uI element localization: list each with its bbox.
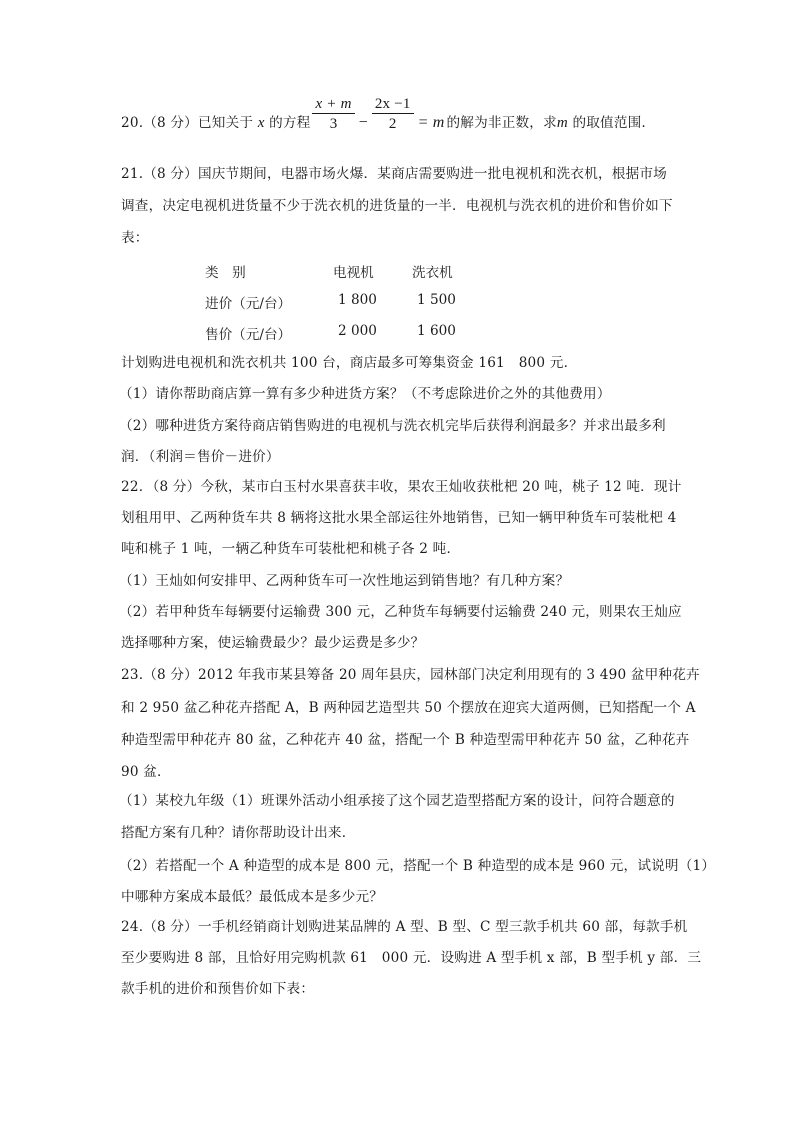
q20-text: 的解为非正数，求 [446,115,557,131]
q20-text: 的取值范围. [572,115,646,131]
q23-part-1: （1）某校九年级（1）班课外活动小组承接了这个园艺造型搭配方案的设计，问符合题意的 [119,793,675,809]
table-header-cell: 洗衣机 [412,265,453,281]
q24-line-1: 24.（8 分）一手机经销商计划购进某品牌的 A 型、B 型、C 型三款手机共 60 部，每款手机 [121,919,688,935]
table-cell: 售价（元/台） [205,327,292,343]
var-m: m [556,115,568,131]
q22-part-1: （1）王灿如何安排甲、乙两种货车可一次性地运到销售地？有几种方案？ [119,573,570,589]
table-header-cell: 类 别 [205,265,246,281]
q21-after-table: 计划购进电视机和洗衣机共 100 台，商店最多可筹集资金 161 800 元． [121,355,578,371]
q20-score: （8 分） [143,115,198,131]
fraction-2 [372,95,414,134]
frac1-numerator: x + m [312,95,354,114]
q22-line-3: 吨和桃子 1 吨，一辆乙种货车可装枇杷和桃子各 2 吨． [121,541,461,557]
q23-line-2: 和 2 950 盆乙种花卉搭配 A，B 两种园艺造型共 50 个摆放在迎宾大道两侧，已知搭配一个 A [121,700,696,716]
q23-line-1: 23.（8 分）2012 年我市某县筹备 20 周年县庆，园林部门决定利用现有的 3 490 盆甲种花卉 [121,667,700,683]
q22-part-2: （2）若甲种货车每辆要付运输费 300 元，乙种货车每辆要付运输费 240 元，则果农王灿应 [119,604,682,620]
table-row [205,292,505,312]
q20-number: 20. [121,115,144,131]
q23-line-4: 90 盆． [121,764,171,780]
q24-line-3: 款手机的进价和预售价如下表： [121,981,315,997]
table-cell: 进价（元/台） [205,296,292,312]
frac2-numerator: 2x −1 [372,95,414,114]
minus-sign: − [358,114,368,131]
table-cell: 1 500 [417,292,456,308]
q21-line-3: 表： [121,230,149,246]
table-cell: 2 000 [338,323,377,339]
table-cell: 1 800 [338,292,377,308]
q22-part-2-cont: 选择哪种方案，使运输费最少？最少运费是多少？ [121,635,425,651]
q23-line-3: 种造型需甲种花卉 80 盆，乙种花卉 40 盆，搭配一个 B 种造型需甲种花卉 50 盆，乙种花卉 [121,732,690,748]
q21-line-2: 调查，决定电视机进货量不少于洗衣机的进货量的一半．电视机与洗衣机的进价和售价如下 [121,198,673,214]
fraction-1 [312,95,354,134]
q23-part-2: （2）若搭配一个 A 种造型的成本是 800 元，搭配一个 B 种造型的成本是 960 元，试说明（1） [119,858,716,874]
q21-part-2: （2）哪种进货方案待商店销售购进的电视机与洗衣机完毕后获得利润最多？并求出最多利 [119,418,666,434]
table-row [205,323,505,343]
table-cell: 1 600 [417,323,456,339]
q21-part-1: （1）请你帮助商店算一算有多少种进货方案？（不考虑除进价之外的其他费用） [119,386,611,402]
table-header [205,261,505,281]
q22-line-2: 划租用甲、乙两种货车共 8 辆将这批水果全部运往外地销售，已知一辆甲种货车可装枇杷 4 [121,510,677,526]
question-20 [121,96,681,134]
q20-text: 已知关于 [197,115,254,131]
q23-part-2-cont: 中哪种方案成本最低？最低成本是多少元？ [121,889,384,905]
q23-part-1-cont: 搭配方案有几种？请你帮助设计出来． [121,825,356,841]
frac1-denominator: 3 [329,116,338,132]
var-x: x [257,115,265,131]
q21-line-1: 21.（8 分）国庆节期间，电器市场火爆．某商店需要购进一批电视机和洗衣机，根据市场 [121,166,667,182]
equals-m: = m [417,114,445,131]
q20-text: 的方程 [269,115,311,131]
table-header-cell: 电视机 [333,265,374,281]
q22-line-1: 22．（8 分）今秋，某市白玉村水果喜获丰收，果农王灿收获枇杷 20 吨，桃子 12 吨．现计 [121,479,682,495]
q24-line-2: 至少要购进 8 部，且恰好用完购机款 61 000 元．设购进 A 型手机 x 部，B 型手机 y 部．三 [121,950,702,966]
frac2-denominator: 2 [388,116,397,132]
q21-part-2-cont: 润．（利润＝售价－进价） [121,449,280,465]
